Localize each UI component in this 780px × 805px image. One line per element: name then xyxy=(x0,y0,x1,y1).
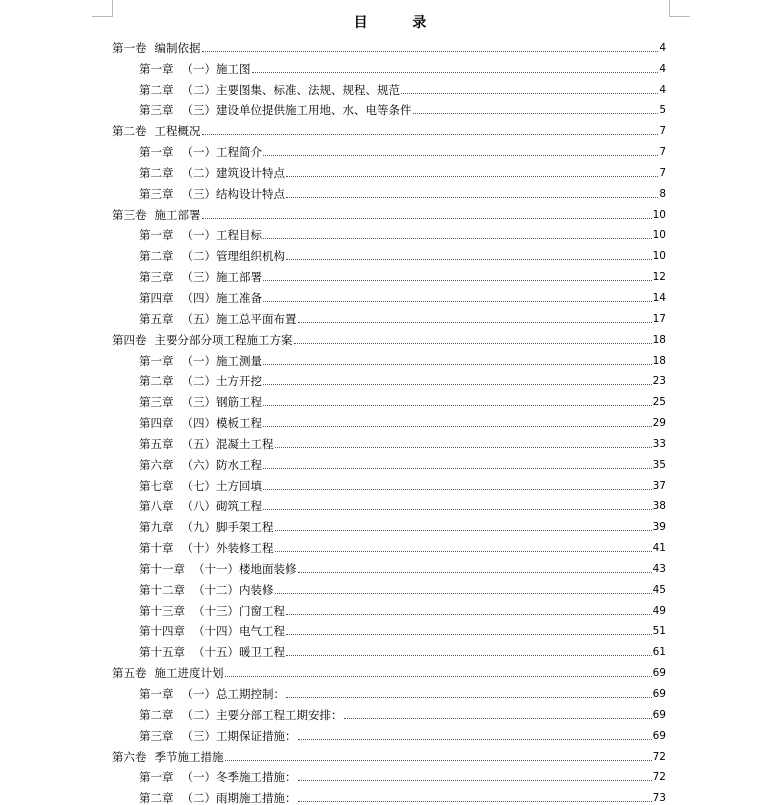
toc-title: 目 录 xyxy=(353,15,447,31)
toc-entry-text: （一）总工期控制： xyxy=(181,687,285,701)
toc-page-number: 10 xyxy=(652,229,666,242)
toc-entry-label xyxy=(112,41,201,55)
toc-entry-number: 第一章 xyxy=(139,353,174,368)
toc-dot-leader xyxy=(263,301,652,302)
toc-chapter-entry[interactable] xyxy=(112,97,666,118)
toc-chapter-entry[interactable] xyxy=(112,472,666,493)
toc-entry-label xyxy=(112,208,201,222)
toc-entry-number: 第二章 xyxy=(139,791,174,805)
toc-entry-text: （二）主要分部工程工期安排： xyxy=(181,707,343,722)
toc-entry-text: （三）工期保证措施： xyxy=(181,728,297,743)
toc-entry-number: 第二章 xyxy=(139,165,174,180)
toc-entry-text: 季节施工措施 xyxy=(154,749,224,764)
toc-entry-text: 施工部署 xyxy=(154,207,201,222)
toc-entry-label xyxy=(139,479,262,493)
toc-entry-label xyxy=(139,583,274,597)
toc-entry-number: 第十四章 xyxy=(139,624,185,639)
toc-entry-text: （十三）门窗工程 xyxy=(193,603,285,618)
toc-entry-number: 第三卷 xyxy=(112,207,147,222)
toc-page-number: 17 xyxy=(652,312,666,325)
toc-dot-leader xyxy=(263,384,652,385)
toc-entry-text: （八）砌筑工程 xyxy=(181,499,262,514)
toc-chapter-entry[interactable] xyxy=(112,242,666,263)
toc-chapter-entry[interactable] xyxy=(112,409,666,430)
toc-page-number: 49 xyxy=(652,604,666,617)
toc-entry-text: （三）结构设计特点 xyxy=(181,186,285,201)
toc-dot-leader xyxy=(298,739,652,740)
toc-entry-number: 第六章 xyxy=(139,457,174,472)
toc-page-number: 69 xyxy=(652,688,666,700)
toc-chapter-entry[interactable] xyxy=(112,618,666,639)
toc-entry-number: 第三章 xyxy=(139,103,174,118)
toc-entry-number: 第八章 xyxy=(139,499,174,514)
toc-chapter-entry[interactable] xyxy=(112,451,666,472)
toc-entry-number: 第十五章 xyxy=(139,645,185,660)
toc-page-number: 7 xyxy=(659,125,666,138)
toc-entry-number: 第六卷 xyxy=(112,749,147,764)
toc-entry-number: 第五章 xyxy=(139,311,174,326)
toc-entry-label xyxy=(139,562,297,576)
toc-page-number: 23 xyxy=(652,375,666,388)
toc-entry-label xyxy=(139,645,285,659)
toc-dot-leader xyxy=(225,760,652,761)
toc-page-number: 4 xyxy=(659,41,666,54)
toc-volume-entry[interactable] xyxy=(112,117,666,138)
toc-entry-number: 第七章 xyxy=(139,478,174,493)
toc-entry-label xyxy=(139,687,285,701)
toc-entry-text: （三）施工部署 xyxy=(181,270,262,285)
toc-entry-label xyxy=(112,666,224,680)
toc-entry-label xyxy=(139,520,274,534)
toc-page-number: 72 xyxy=(652,771,666,784)
toc-entry-label xyxy=(139,312,297,326)
toc-dot-leader xyxy=(225,676,652,677)
toc-page-number: 18 xyxy=(652,354,666,367)
toc-entry-text: （二）建筑设计特点 xyxy=(181,165,285,180)
toc-entry-text: （五）混凝土工程 xyxy=(181,436,274,451)
toc-entry-label xyxy=(139,228,262,242)
toc-page-number: 33 xyxy=(652,437,666,450)
toc-chapter-entry[interactable] xyxy=(112,701,666,722)
toc-entry-text: （五）施工总平面布置 xyxy=(181,311,297,326)
toc-page-number: 41 xyxy=(652,542,666,555)
toc-entry-number: 第二章 xyxy=(139,707,174,722)
toc-chapter-entry[interactable] xyxy=(112,138,666,159)
toc-dot-leader xyxy=(286,197,658,198)
toc-chapter-entry[interactable] xyxy=(112,222,666,243)
toc-chapter-entry[interactable] xyxy=(112,159,666,180)
toc-entry-label xyxy=(139,541,274,555)
toc-volume-entry[interactable] xyxy=(112,201,666,222)
toc-entry-number: 第一章 xyxy=(139,145,174,160)
toc-entry-number: 第二章 xyxy=(139,82,174,97)
toc-chapter-entry[interactable] xyxy=(112,430,666,451)
toc-page-number: 18 xyxy=(652,333,666,346)
toc-chapter-entry[interactable] xyxy=(112,555,666,576)
toc-dot-leader xyxy=(202,51,659,52)
toc-entry-number: 第九章 xyxy=(139,520,174,535)
toc-dot-leader xyxy=(263,489,652,490)
toc-entry-text: （二）雨期施工措施： xyxy=(181,791,297,805)
toc-entry-number: 第三章 xyxy=(139,395,174,410)
toc-dot-leader xyxy=(263,405,652,406)
toc-page-number: 7 xyxy=(659,146,666,159)
toc-page-number: 5 xyxy=(659,104,666,117)
toc-entry-text: （四）模板工程 xyxy=(181,416,262,431)
toc-dot-leader xyxy=(263,280,652,281)
toc-entry-text: （三）建设单位提供施工用地、水、电等条件 xyxy=(181,103,412,118)
toc-entry-number: 第五章 xyxy=(139,436,174,451)
toc-entry-label xyxy=(139,604,285,618)
toc-entry-label xyxy=(139,499,262,513)
toc-page-number: 8 xyxy=(659,187,666,200)
toc-entry-text: 施工进度计划 xyxy=(154,666,224,681)
toc-volume-entry[interactable] xyxy=(112,743,666,764)
toc-entry-number: 第五卷 xyxy=(112,666,147,681)
toc-entry-label xyxy=(139,770,297,784)
toc-dot-leader xyxy=(275,551,652,552)
toc-chapter-entry[interactable] xyxy=(112,284,666,305)
toc-entry-number: 第一章 xyxy=(139,687,174,701)
toc-dot-leader xyxy=(298,780,652,781)
toc-dot-leader xyxy=(252,72,659,73)
toc-chapter-entry[interactable] xyxy=(112,534,666,555)
toc-page-number: 45 xyxy=(652,583,666,596)
toc-entry-text: （一）冬季施工措施： xyxy=(181,770,297,785)
toc-page-number: 38 xyxy=(652,500,666,513)
toc-entry-label xyxy=(112,124,201,138)
toc-page-number: 12 xyxy=(652,271,666,284)
toc-dot-leader xyxy=(286,655,652,656)
toc-dot-leader xyxy=(275,530,652,531)
toc-chapter-entry[interactable] xyxy=(112,722,666,743)
toc-entry-text: （一）工程目标 xyxy=(181,228,262,243)
toc-entry-number: 第一章 xyxy=(139,228,174,243)
toc-entry-text: （三）钢筋工程 xyxy=(181,395,262,410)
toc-entry-text: （一）工程简介 xyxy=(181,145,262,160)
toc-entry-number: 第二章 xyxy=(139,249,174,264)
toc-entry-text: （十四）电气工程 xyxy=(193,624,285,639)
toc-entry-number: 第十三章 xyxy=(139,603,185,618)
toc-page-number: 72 xyxy=(652,750,666,763)
toc-entry-label xyxy=(139,374,262,388)
toc-entry-number: 第十二章 xyxy=(139,582,185,597)
toc-entry-number: 第三章 xyxy=(139,270,174,285)
toc-entry-label xyxy=(139,270,262,284)
toc-dot-leader xyxy=(286,259,652,260)
toc-dot-leader xyxy=(286,697,652,698)
toc-page-number: 43 xyxy=(652,562,666,575)
toc-dot-leader xyxy=(401,93,658,94)
toc-entry-number: 第二章 xyxy=(139,374,174,389)
toc-entry-text: （六）防水工程 xyxy=(181,457,262,472)
toc-page-number: 69 xyxy=(652,708,666,721)
toc-page-number: 14 xyxy=(652,291,666,304)
toc-page-number: 25 xyxy=(652,396,666,409)
toc-page-number: 61 xyxy=(652,646,666,659)
toc-dot-leader xyxy=(413,113,659,114)
toc-chapter-entry[interactable] xyxy=(112,368,666,389)
toc-dot-leader xyxy=(263,468,652,469)
toc-page-number: 39 xyxy=(652,521,666,534)
toc-chapter-entry[interactable] xyxy=(112,180,666,201)
toc-dot-leader xyxy=(298,572,652,573)
toc-chapter-entry[interactable] xyxy=(112,597,666,618)
toc-page-number: 51 xyxy=(652,625,666,638)
toc-dot-leader xyxy=(275,593,652,594)
toc-page-number: 7 xyxy=(659,166,666,179)
toc-chapter-entry[interactable] xyxy=(112,493,666,514)
toc-chapter-entry[interactable] xyxy=(112,347,666,368)
toc-volume-entry[interactable] xyxy=(112,659,666,680)
toc-chapter-entry[interactable] xyxy=(112,388,666,409)
toc-entry-number: 第二卷 xyxy=(112,124,147,139)
toc-dot-leader xyxy=(286,614,652,615)
toc-entry-text: （十一）楼地面装修 xyxy=(193,561,297,576)
toc-entry-text: （一）施工测量 xyxy=(181,353,262,368)
toc-chapter-entry[interactable] xyxy=(112,638,666,659)
toc-entry-text: （二）主要图集、标准、法规、规程、规范 xyxy=(181,82,400,97)
toc-entry-label xyxy=(112,333,293,347)
toc-entry-label xyxy=(139,791,297,805)
toc-entry-label xyxy=(139,729,297,743)
toc-chapter-entry[interactable] xyxy=(112,680,666,701)
toc-entry-label xyxy=(139,62,251,76)
toc-page-number: 10 xyxy=(652,250,666,263)
toc-entry-text: （七）土方回填 xyxy=(181,478,262,493)
toc-page-number: 37 xyxy=(652,479,666,492)
toc-chapter-entry[interactable] xyxy=(112,76,666,97)
toc-entry-label xyxy=(139,395,262,409)
toc-entry-label xyxy=(112,750,224,764)
toc-page-number: 73 xyxy=(652,792,666,805)
toc-page-number: 69 xyxy=(652,667,666,680)
toc-entry-label xyxy=(139,708,343,722)
toc-entry-text: （二）管理组织机构 xyxy=(181,249,285,264)
toc-entry-text: 编制依据 xyxy=(154,40,201,55)
toc-entry-label xyxy=(139,416,262,430)
toc-entry-text: 工程概况 xyxy=(154,124,201,139)
toc-entry-text: （二）土方开挖 xyxy=(181,374,262,389)
toc-dot-leader xyxy=(294,343,652,344)
toc-chapter-entry[interactable] xyxy=(112,576,666,597)
toc-entry-label xyxy=(139,458,262,472)
toc-entry-number: 第四章 xyxy=(139,290,174,305)
toc-page-number: 4 xyxy=(659,62,666,75)
toc-chapter-entry[interactable] xyxy=(112,764,666,785)
toc-entry-text: 主要分部分项工程施工方案 xyxy=(154,332,293,347)
toc-chapter-entry[interactable] xyxy=(112,55,666,76)
toc-chapter-entry[interactable] xyxy=(112,263,666,284)
toc-dot-leader xyxy=(202,218,652,219)
toc-volume-entry[interactable] xyxy=(112,326,666,347)
toc-entry-number: 第四卷 xyxy=(112,332,147,347)
toc-entry-number: 第十一章 xyxy=(139,561,185,576)
toc-entry-text: （十五）暖卫工程 xyxy=(193,645,285,660)
toc-entry-text: （十二）内装修 xyxy=(193,582,274,597)
toc-dot-leader xyxy=(263,509,652,510)
toc-dot-leader xyxy=(286,634,652,635)
toc-dot-leader xyxy=(263,155,658,156)
toc-dot-leader xyxy=(275,447,652,448)
toc-entry-number: 第三章 xyxy=(139,728,174,743)
toc-entry-number: 第十章 xyxy=(139,541,174,556)
toc-dot-leader xyxy=(298,322,652,323)
toc-page-number: 69 xyxy=(652,729,666,742)
toc-page-number: 35 xyxy=(652,458,666,471)
toc-dot-leader xyxy=(263,364,652,365)
toc-entry-label xyxy=(139,437,274,451)
toc-entry-label xyxy=(139,103,412,117)
toc-entry-label xyxy=(139,83,400,97)
toc-entry-label xyxy=(139,249,285,263)
toc-entry-label xyxy=(139,624,285,638)
toc-entry-number: 第一卷 xyxy=(112,40,147,55)
table-of-contents xyxy=(112,34,666,805)
toc-page-number: 10 xyxy=(652,208,666,221)
toc-entry-number: 第四章 xyxy=(139,416,174,431)
toc-entry-label xyxy=(139,354,262,368)
toc-dot-leader xyxy=(263,238,652,239)
toc-chapter-entry[interactable] xyxy=(112,784,666,805)
toc-dot-leader xyxy=(344,718,652,719)
toc-entry-text: （十）外装修工程 xyxy=(181,541,274,556)
toc-entry-text: （一）施工图 xyxy=(181,61,251,76)
toc-chapter-entry[interactable] xyxy=(112,305,666,326)
toc-entry-number: 第一章 xyxy=(139,770,174,785)
toc-entry-label xyxy=(139,166,285,180)
toc-entry-number: 第三章 xyxy=(139,186,174,201)
toc-entry-number: 第一章 xyxy=(139,61,174,76)
toc-entry-text: （九）脚手架工程 xyxy=(181,520,274,535)
toc-entry-text: （四）施工准备 xyxy=(181,290,262,305)
toc-dot-leader xyxy=(202,134,659,135)
toc-dot-leader xyxy=(286,176,658,177)
toc-page-number: 29 xyxy=(652,417,666,430)
toc-dot-leader xyxy=(263,426,652,427)
toc-volume-entry[interactable] xyxy=(112,34,666,55)
toc-entry-label xyxy=(139,187,285,201)
toc-dot-leader xyxy=(298,801,652,802)
toc-entry-label xyxy=(139,291,262,305)
toc-page-number: 4 xyxy=(659,83,666,96)
toc-entry-label xyxy=(139,145,262,159)
toc-chapter-entry[interactable] xyxy=(112,513,666,534)
